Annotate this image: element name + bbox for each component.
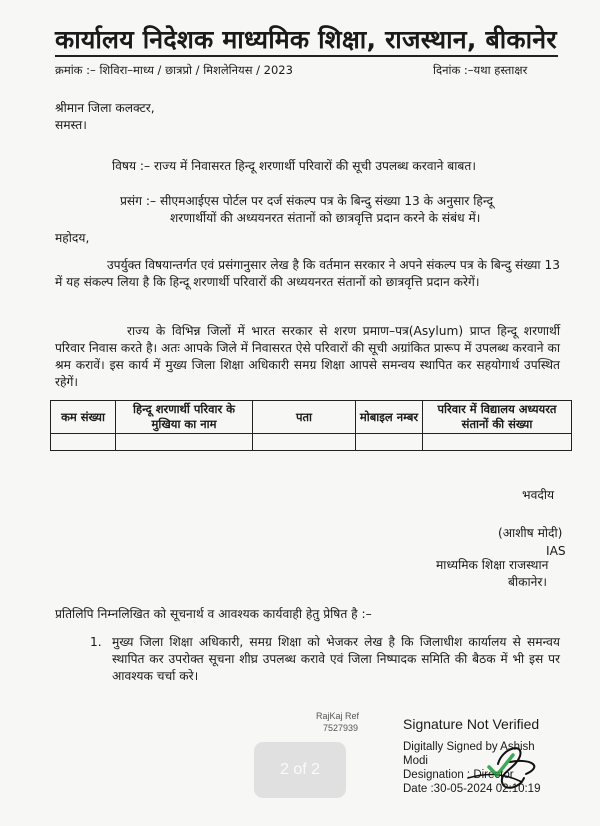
paragraph-1: उपर्युक्त विषयान्तर्गत एवं प्रसंगानुसार लेख है कि वर्तमान सरकार ने अपने संकल्प पत्र के बिन्दु संख्या 13 में यह संकल्प लिया है कि हिन्दू शरणार्थी परिवारों की अध्ययनरत संतानों को छात्रवृत्ति प्रदान करेगें। bbox=[55, 258, 560, 289]
signatory-place: बीकानेर। bbox=[508, 575, 547, 589]
table-header-cell: मोबाइल नम्बर bbox=[356, 401, 423, 434]
table-cell bbox=[51, 434, 116, 451]
letter-date: दिनांक :–यथा हस्ताक्षर bbox=[433, 63, 528, 77]
salutation: महोदय, bbox=[55, 231, 90, 245]
signature-date: Date :30-05-2024 02:10:19 bbox=[403, 783, 541, 795]
table-header-cell: परिवार में विद्यालय अध्ययरत संतानों की संख्या bbox=[423, 401, 572, 434]
rajkaj-number: 7527939 bbox=[323, 723, 359, 733]
paragraph-2: राज्य के विभिन्न जिलों में भारत सरकार से शरण प्रमाण–पत्र(Asylum) प्राप्त हिन्दू शरणार्थी परिवार निवास करते है। अतः आपके जिले में निवासरत ऐसे परिवारों की सूची अग्रांकित प्रारूप में उपलब्ध करवाने का श्रम करावें। इस कार्य में मुख्य जिला शिक्षा अधिकारी समग्र शिक्षा आपसे समन्वय स्थापित कर सहयोगार्थ उपस्थित रहेगें। bbox=[55, 324, 560, 389]
reference-line-1: प्रसंग :– सीएमआईएस पोर्टल पर दर्ज संकल्प पत्र के बिन्दु संख्या 13 के अनुसार हिन्दू bbox=[120, 194, 494, 208]
closing-yours: भवदीय bbox=[522, 488, 555, 502]
table-cell bbox=[116, 434, 253, 451]
table-header-cell: हिन्दू शरणार्थी परिवार के मुखिया का नाम bbox=[116, 401, 253, 434]
table-header-row bbox=[51, 401, 572, 434]
office-title: कार्यालय निदेशक माध्यमिक शिक्षा, राजस्थान, बीकानेर bbox=[55, 25, 557, 54]
signature-status: Signature Not Verified bbox=[403, 716, 540, 732]
signatory-designation: माध्यमिक शिक्षा राजस्थान bbox=[436, 558, 549, 572]
signature-signed-by: Digitally Signed by Ashish bbox=[403, 741, 535, 753]
addressee-line-1: श्रीमान जिला कलक्टर, bbox=[55, 101, 155, 115]
signature-signed-by-cont: Modi bbox=[403, 755, 428, 767]
copy-item-number: 1. bbox=[90, 635, 102, 649]
copy-item-text: मुख्य जिला शिक्षा अधिकारी, समग्र शिक्षा को भेजकर लेख है कि जिलाधीश कार्यालय से समन्वय स्थापित कर उपरोक्त सूचना शीघ्र उपलब्ध करावे एवं जिला निष्पादक समिति की बैठक में भी इस पर आवश्यक चर्चा करे। bbox=[112, 635, 560, 683]
table-cell bbox=[423, 434, 572, 451]
signature-designation: Designation : Director bbox=[403, 769, 514, 781]
check-mark-icon bbox=[481, 745, 521, 785]
copy-heading: प्रतिलिपि निम्नलिखित को सूचनार्थ व आवश्यक कार्यवाही हेतु प्रेषित है :– bbox=[55, 607, 372, 621]
signatory-service: IAS bbox=[546, 544, 566, 558]
addressee-line-2: समस्त। bbox=[55, 118, 87, 132]
rajkaj-label: RajKaj Ref bbox=[316, 711, 360, 721]
title-underline bbox=[55, 55, 558, 57]
format-table bbox=[50, 400, 572, 451]
table-header-cell: कम संख्या bbox=[51, 401, 116, 434]
page-indicator-badge: 2 of 2 bbox=[254, 742, 346, 798]
table-cell bbox=[356, 434, 423, 451]
reference-line-2: शरणार्थीयों की अध्ययनरत संतानों को छात्रवृत्ति प्रदान करने के संबंध में। bbox=[170, 211, 481, 225]
table-cell bbox=[253, 434, 356, 451]
reference-number: क्रमांक :– शिविरा–माध्य / छात्रप्रो / मिशलेनियस / 2023 bbox=[55, 63, 293, 77]
signatory-name: (आशीष मोदी) bbox=[498, 526, 563, 540]
table-row bbox=[51, 434, 572, 451]
table-header-cell: पता bbox=[253, 401, 356, 434]
subject-line: विषय :– राज्य में निवासरत हिन्दू शरणार्थी परिवारों की सूची उपलब्ध करवाने बाबत। bbox=[112, 159, 476, 173]
